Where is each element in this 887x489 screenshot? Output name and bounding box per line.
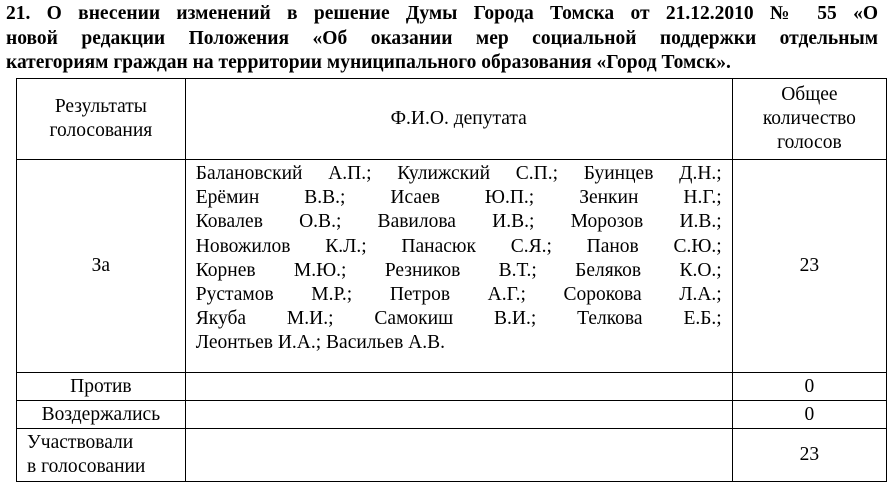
header-fio: Ф.И.О. депутата [185, 79, 732, 160]
row-label-participated-line: Участвовали [27, 432, 134, 453]
deputies-line: Рустамов М.Р.; Петров А.Г.; Сорокова Л.А.; [195, 284, 722, 306]
table-row-abstained [17, 401, 887, 429]
deputies-line: Ерёмин В.В.; Исаев Ю.П.; Зенкин Н.Г.; [195, 187, 722, 209]
count-for: 23 [732, 160, 886, 373]
deputies-line: Новожилов К.Л.; Панасюк С.Я.; Панов С.Ю.; [195, 235, 722, 257]
count-participated: 23 [732, 429, 886, 482]
voting-results-table [16, 78, 887, 482]
header-results [17, 79, 186, 160]
header-results-line: голосования [49, 120, 153, 141]
deputies-list-abstained [185, 401, 732, 429]
count-against: 0 [732, 373, 886, 401]
row-label-against: Против [17, 373, 186, 401]
deputies-line: Ковалев О.В.; Вавилова И.В.; Морозов И.В.; [195, 211, 722, 233]
heading-line: категориям граждан на территории муниципального образования «Город Томск». [6, 52, 731, 73]
row-label-abstained: Воздержались [17, 401, 186, 429]
deputies-line: Балановский А.П.; Кулижский С.П.; Буинцев Д.Н.; [195, 163, 722, 184]
row-label-participated-line: в голосовании [27, 456, 146, 477]
table-row-against [17, 373, 887, 401]
section-heading [6, 2, 878, 76]
table-row-for [17, 160, 887, 373]
header-total [732, 79, 886, 160]
row-label-for: За [17, 160, 186, 373]
count-abstained: 0 [732, 401, 886, 429]
header-results-line: Результаты [54, 96, 147, 117]
header-total-line: голосов [777, 132, 842, 153]
header-total-line: Общее [781, 84, 838, 105]
deputies-list-against [185, 373, 732, 401]
deputies-list-for [185, 160, 732, 373]
deputies-line: Леонтьев И.А.; Васильев А.В. [195, 332, 445, 354]
heading-line: новой редакции Положения «Об оказании мер социальной поддержки отдельным [6, 27, 878, 49]
header-total-line: количество [762, 108, 856, 129]
table-row-participated [17, 429, 887, 482]
deputies-line: Якуба М.И.; Самокиш В.И.; Телкова Е.Б.; [195, 308, 722, 330]
table-header-row [17, 79, 887, 160]
heading-line: 21. О внесении изменений в решение Думы Города Томска от 21.12.2010 № 55 «О [6, 3, 878, 24]
row-label-participated [17, 429, 186, 482]
deputies-line: Корнев М.Ю.; Резников В.Т.; Беляков К.О.; [195, 259, 722, 281]
deputies-list-participated [185, 429, 732, 482]
